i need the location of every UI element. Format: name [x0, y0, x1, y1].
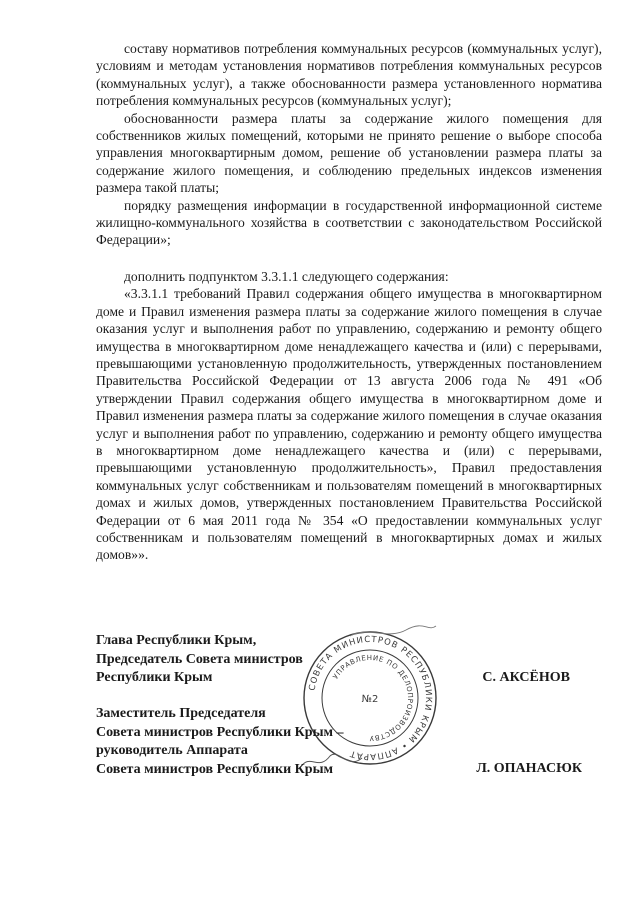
paragraph-add-subclause: дополнить подпунктом 3.3.1.1 следующего содержания:	[124, 268, 449, 284]
deputy-title-line-1: Заместитель Председателя	[96, 706, 266, 721]
seal-outer-text: СОВЕТА МИНИСТРОВ РЕСПУБЛИКИ КРЫМ • АППАРАТ	[307, 634, 434, 762]
head-name: С. АКСЁНОВ	[482, 670, 570, 685]
head-title-line-2: Председатель Совета министров	[96, 651, 303, 667]
seal-number: №2	[361, 694, 379, 705]
head-title-line-3: Республики Крым	[96, 670, 213, 685]
deputy-title-line-4: Совета министров Республики Крым	[96, 761, 334, 777]
deputy-title-line-3: руководитель Аппарата	[96, 743, 248, 758]
signature-head-scribble	[348, 622, 438, 642]
deputy-title-line-2: Совета министров Республики Крым –	[96, 724, 344, 740]
paragraph-standards: составу нормативов потребления коммунальных ресурсов (коммунальных услуг), условиям и методам установления нормативов потребления коммунальных ресурсов (коммунальных услуг), а также обоснованности размера установленного норматива потребления коммунальных ресурсов (коммунальных услуг);	[96, 41, 602, 109]
head-title-line-1: Глава Республики Крым,	[96, 633, 257, 648]
paragraph-housing-fee: обоснованности размера платы за содержание жилого помещения для собственников жилых помещений, которыми не принято решение о выборе способа управления многоквартирным домом, решение об установлении размера платы за содержание жилого помещения, и соблюдению предельных индексов изменения размера такой платы;	[96, 110, 602, 196]
deputy-name: Л. ОПАНАСЮК	[476, 761, 582, 776]
document-body	[96, 40, 602, 564]
signature-block-head	[96, 632, 303, 688]
signature-block-deputy	[96, 705, 344, 779]
paragraph-info-system: порядку размещения информации в государственной информационной системе жилищно-коммунального хозяйства в соответствии с законодательством Российской Федерации»;	[96, 197, 602, 248]
paragraph-subclause-3311: «3.3.1.1 требований Правил содержания общего имущества в многоквартирном доме и Правил изменения размера платы за содержание жилого помещения в случае оказания услуг и выполнения работ по управлению, содержанию и ремонту общего имущества в многоквартирном доме ненадлежащего качества и (или) с перерывами, превышающими установленную продолжительность, утвержденных постановлением Правительства Российской Федерации от 13 августа 2006 года № 491 «Об утверждении Правил содержания общего имущества в многоквартирном доме и Правил изменения размера платы за содержание жилого помещения в случае оказания услуг и выполнения работ по управлению, содержанию и ремонту общего имущества в многоквартирном доме ненадлежащего качества и (или) с перерывами, превышающими установленную продолжительность», Правил предоставления коммунальных услуг собственникам и пользователям помещений в многоквартирных домах и жилых домов, утвержденных постановлением Правительства Российской Федерации от 6 мая 2011 года № 354 «О предоставлении коммунальных услуг собственникам и пользователям помещений в многоквартирных домах и жилых домов»».	[96, 286, 602, 563]
seal-inner-text: УПРАВЛЕНИЕ ПО ДЕЛОПРОИЗВОДСТВУ	[331, 653, 415, 743]
